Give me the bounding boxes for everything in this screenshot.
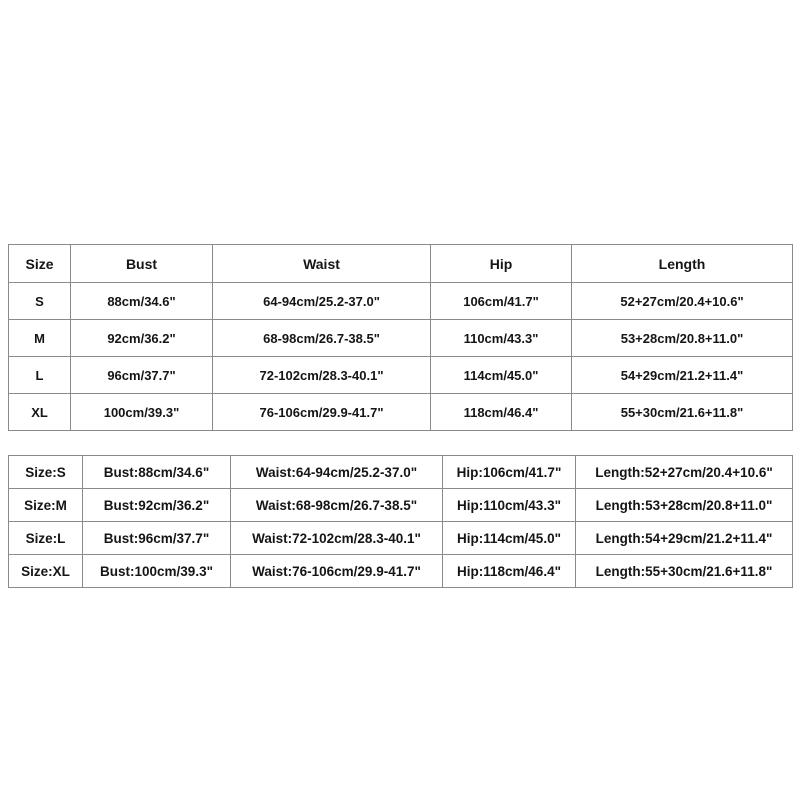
cell-size: Size:L (9, 522, 83, 555)
cell-bust: 100cm/39.3" (71, 394, 213, 431)
table-row (9, 320, 793, 357)
table-row (9, 283, 793, 320)
cell-hip: 118cm/46.4" (431, 394, 572, 431)
cell-bust: Bust:100cm/39.3" (83, 555, 231, 588)
header-hip: Hip (431, 245, 572, 283)
cell-waist: 76-106cm/29.9-41.7" (213, 394, 431, 431)
cell-length: Length:55+30cm/21.6+11.8" (576, 555, 793, 588)
cell-length: Length:54+29cm/21.2+11.4" (576, 522, 793, 555)
table-row (9, 394, 793, 431)
cell-bust: 88cm/34.6" (71, 283, 213, 320)
cell-length: 52+27cm/20.4+10.6" (572, 283, 793, 320)
cell-size: S (9, 283, 71, 320)
cell-waist: Waist:76-106cm/29.9-41.7" (231, 555, 443, 588)
cell-size: M (9, 320, 71, 357)
cell-waist: 72-102cm/28.3-40.1" (213, 357, 431, 394)
cell-length: 53+28cm/20.8+11.0" (572, 320, 793, 357)
cell-hip: 110cm/43.3" (431, 320, 572, 357)
cell-bust: 92cm/36.2" (71, 320, 213, 357)
cell-length: 55+30cm/21.6+11.8" (572, 394, 793, 431)
table-row (9, 489, 793, 522)
header-size: Size (9, 245, 71, 283)
table-row (9, 456, 793, 489)
size-chart-table (8, 244, 793, 431)
cell-length: Length:52+27cm/20.4+10.6" (576, 456, 793, 489)
cell-waist: 68-98cm/26.7-38.5" (213, 320, 431, 357)
cell-length: 54+29cm/21.2+11.4" (572, 357, 793, 394)
cell-hip: Hip:106cm/41.7" (443, 456, 576, 489)
header-bust: Bust (71, 245, 213, 283)
cell-hip: 114cm/45.0" (431, 357, 572, 394)
header-length: Length (572, 245, 793, 283)
cell-hip: Hip:114cm/45.0" (443, 522, 576, 555)
cell-size: L (9, 357, 71, 394)
cell-bust: 96cm/37.7" (71, 357, 213, 394)
cell-waist: Waist:64-94cm/25.2-37.0" (231, 456, 443, 489)
cell-bust: Bust:88cm/34.6" (83, 456, 231, 489)
table-header-row (9, 245, 793, 283)
header-waist: Waist (213, 245, 431, 283)
cell-hip: 106cm/41.7" (431, 283, 572, 320)
cell-size: Size:M (9, 489, 83, 522)
cell-bust: Bust:96cm/37.7" (83, 522, 231, 555)
cell-waist: Waist:72-102cm/28.3-40.1" (231, 522, 443, 555)
cell-waist: Waist:68-98cm/26.7-38.5" (231, 489, 443, 522)
table-row (9, 522, 793, 555)
cell-bust: Bust:92cm/36.2" (83, 489, 231, 522)
cell-length: Length:53+28cm/20.8+11.0" (576, 489, 793, 522)
cell-size: Size:XL (9, 555, 83, 588)
cell-hip: Hip:118cm/46.4" (443, 555, 576, 588)
cell-waist: 64-94cm/25.2-37.0" (213, 283, 431, 320)
size-chart-labeled-table (8, 455, 793, 588)
table-row (9, 357, 793, 394)
cell-hip: Hip:110cm/43.3" (443, 489, 576, 522)
cell-size: XL (9, 394, 71, 431)
table-row (9, 555, 793, 588)
cell-size: Size:S (9, 456, 83, 489)
